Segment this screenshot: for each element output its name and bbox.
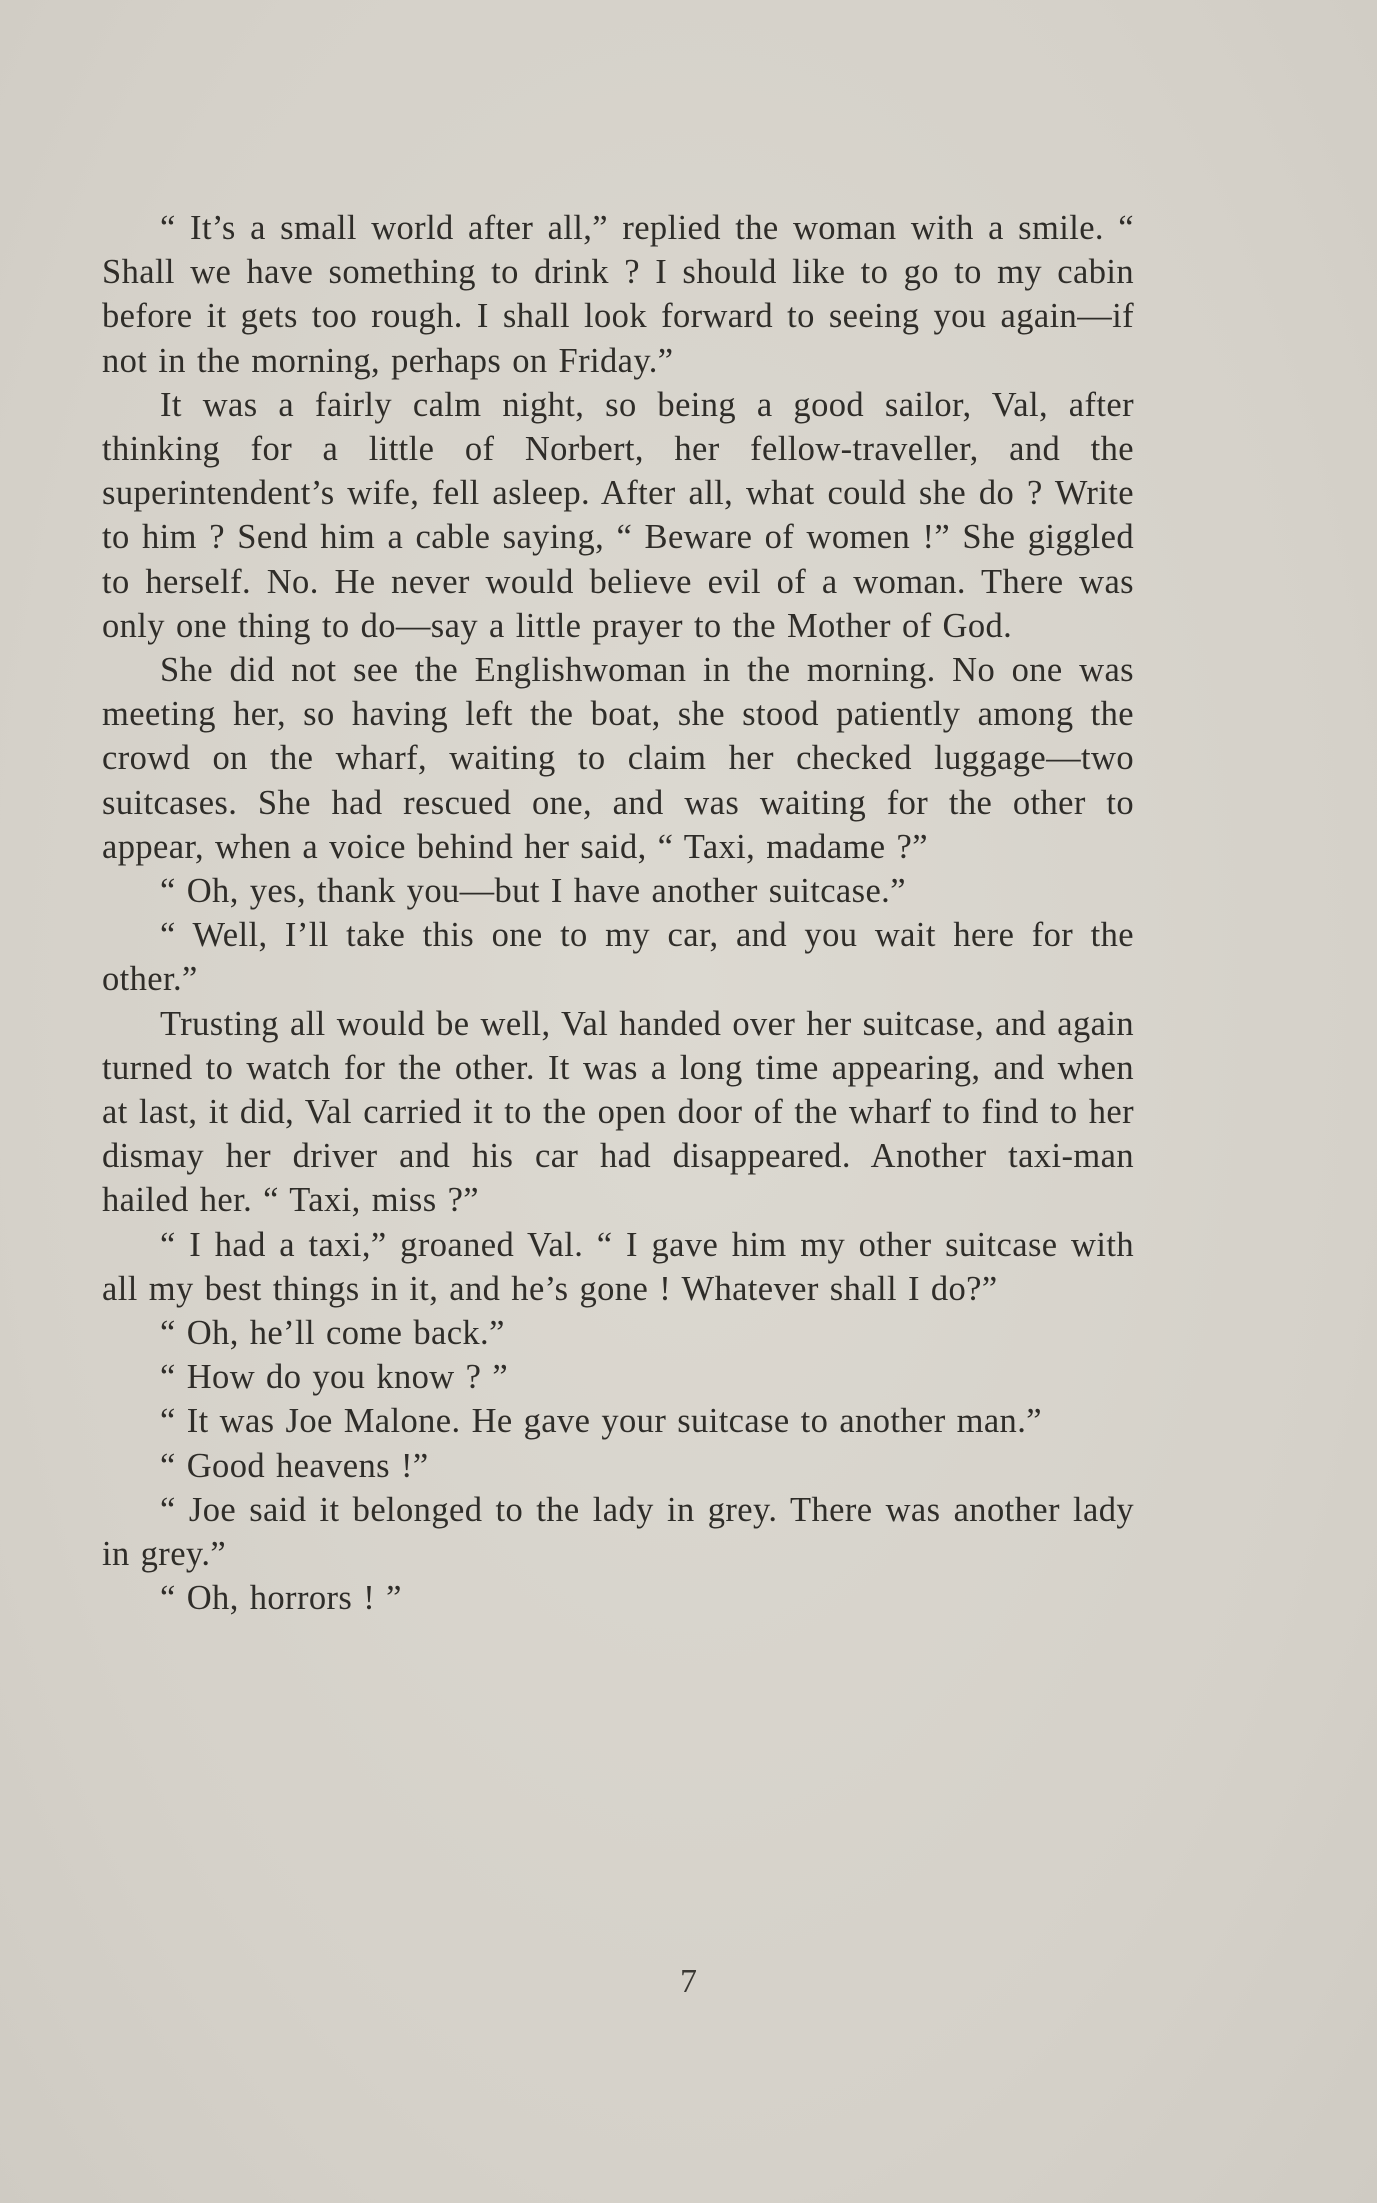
paragraph: “ How do you know ? ” <box>160 1358 509 1397</box>
paragraph: “ Joe said it belonged to the lady in grey. There was another lady in grey.” <box>102 1490 1134 1574</box>
paragraph: “ Oh, he’ll come back.” <box>160 1314 505 1353</box>
body-text <box>102 206 1134 1621</box>
paragraph: “ It was Joe Malone. He gave your suitcase to another man.” <box>160 1402 1042 1441</box>
paragraph: “ Good heavens !” <box>160 1446 429 1485</box>
paragraph: Trusting all would be well, Val handed over her suitcase, and again turned to watch for the other. It was a long time appearing, and when at last, it did, Val carried it to the open door of the wharf to find to her dismay her driver and his car had disappeared. Another taxi-man hailed her. “ Taxi, miss ?” <box>102 1004 1134 1220</box>
paragraph: “ Well, I’ll take this one to my car, and you wait here for the other.” <box>102 916 1134 999</box>
paragraph: It was a fairly calm night, so being a good sailor, Val, after thinking for a little of Norbert, her fellow-traveller, and the superintendent’s wife, fell asleep. After all, what could she do ? Write to him ? Send him a cable saying, “ Beware of women !” She giggled to herself. No. He never would believe evil of a woman. There was only one thing to do—say a little prayer to the Mother of God. <box>102 385 1134 645</box>
paragraph: “ Oh, yes, thank you—but I have another suitcase.” <box>160 872 906 911</box>
page-number: 7 <box>680 1963 697 2000</box>
paragraph: “ I had a taxi,” groaned Val. “ I gave him my other suitcase with all my best things in it, and he’s gone ! Whatever shall I do?” <box>102 1225 1134 1308</box>
paragraph: “ Oh, horrors ! ” <box>160 1579 402 1618</box>
paragraph: “ It’s a small world after all,” replied the woman with a smile. “ Shall we have something to drink ? I should like to go to my cabin before it gets too rough. I shall look forward to seeing you again—if not in the morning, perhaps on Friday.” <box>102 209 1134 380</box>
paragraph: She did not see the Englishwoman in the morning. No one was meeting her, so having left the boat, she stood patiently among the crowd on the wharf, waiting to claim her checked luggage—two suitcases. She had rescued one, and was waiting for the other to appear, when a voice behind her said, “ Taxi, madame ?” <box>102 651 1134 866</box>
